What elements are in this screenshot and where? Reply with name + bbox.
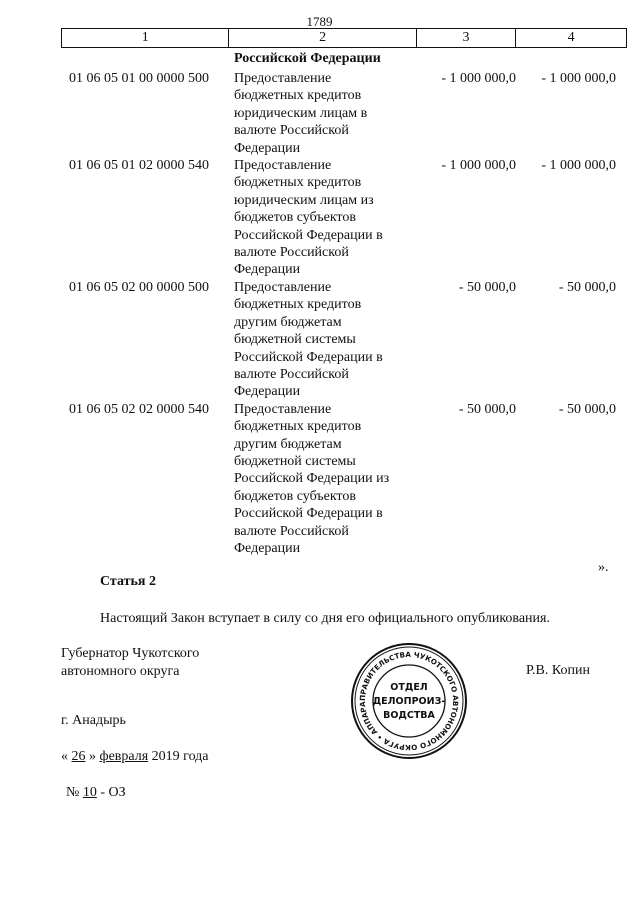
date-day: 26 [71, 749, 86, 764]
row-code: 01 06 05 02 02 0000 540 [69, 401, 209, 417]
governor-title: Губернатор Чукотского автономного округа [61, 646, 200, 679]
row-value-3: - 1 000 000,0 [441, 71, 516, 86]
row-value-3: - 1 000 000,0 [441, 158, 516, 174]
signing-date [61, 749, 209, 765]
date-month: февраля [99, 749, 149, 764]
date-suffix: 2019 года [148, 749, 209, 764]
law-number-suffix: - ОЗ [96, 785, 126, 800]
official-stamp [350, 642, 468, 760]
row-value-3: - 50 000,0 [458, 279, 516, 295]
city: г. Анадырь [61, 713, 126, 728]
row-code: 01 06 05 01 02 0000 540 [69, 158, 209, 174]
article-title: Статья 2 [100, 574, 156, 589]
law-number-value: 10 [82, 785, 97, 800]
date-mid: » [85, 749, 100, 764]
row-code: 01 06 05 02 00 0000 500 [69, 279, 209, 295]
page-number: 1789 [306, 14, 333, 29]
stamp-line-3: ВОДСТВА [383, 710, 435, 721]
row-name: Предоставление бюджетных кредитов другим бюджетам бюджетной системы Российской Федерации из бюджетов субъектов Российской Федерации в валюте Российской Федерации [234, 401, 390, 556]
row-value-4: - 50 000,0 [558, 279, 616, 295]
row-name: Предоставление бюджетных кредитов другим бюджетам бюджетной системы Российской Федерации в валюте Российской Федерации [234, 279, 383, 400]
row-value-4: - 50 000,0 [558, 401, 616, 417]
law-number-prefix: № [66, 785, 83, 800]
article-text: Настоящий Закон вступает в силу со дня его официального опубликования. [100, 611, 550, 626]
continuation-text: Российской Федерации [234, 51, 381, 66]
table-row [61, 279, 627, 401]
row-name: Предоставление бюджетных кредитов юридическим лицам в валюте Российской Федерации [234, 71, 368, 156]
law-number [66, 785, 126, 801]
stamp-line-1: ОТДЕЛ [390, 682, 428, 693]
stamp-line-2: ДЕЛОПРОИЗ- [372, 696, 446, 707]
table-header-row [61, 28, 627, 48]
row-value-4: - 1 000 000,0 [541, 71, 616, 86]
row-value-4: - 1 000 000,0 [541, 158, 616, 174]
table-row [61, 157, 627, 279]
table-row [61, 401, 627, 558]
table-body [61, 70, 627, 557]
stamp-seal-icon [350, 642, 468, 760]
row-value-3: - 50 000,0 [458, 401, 516, 417]
header-cell-2: 2 [229, 29, 416, 47]
table-row [61, 70, 627, 157]
header-cell-4: 4 [567, 30, 575, 45]
row-name: Предоставление бюджетных кредитов юридическим лицам из бюджетов субъектов Российской Федерации в валюте Российской Федерации [234, 158, 383, 278]
date-prefix: « [61, 749, 72, 764]
stamp-ring-text: ПРАВИТЕЛЬСТВА ЧУКОТСКОГО АВТОНОМНОГО ОКРУГА • АППАРА [357, 649, 461, 753]
governor-name: Р.В. Копин [526, 663, 590, 678]
header-cell-3: 3 [417, 29, 517, 47]
header-cell-1: 1 [62, 29, 229, 47]
closing-quote: ». [598, 560, 609, 575]
row-code: 01 06 05 01 00 0000 500 [69, 71, 209, 86]
